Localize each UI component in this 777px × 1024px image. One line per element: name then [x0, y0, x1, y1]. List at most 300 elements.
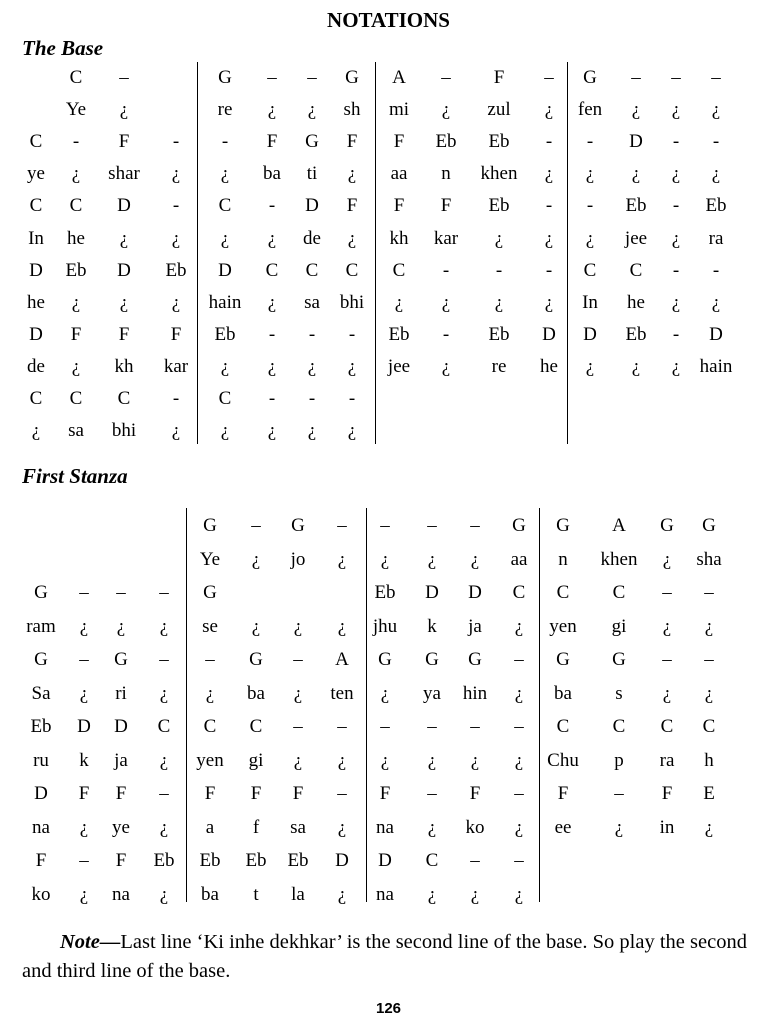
notation-cell: – — [671, 67, 681, 88]
notation-cell: C — [425, 850, 439, 871]
note-paragraph — [22, 928, 762, 986]
notation-cell: D — [583, 323, 597, 345]
notation-cell: – — [711, 67, 721, 88]
notation-cell: D — [542, 323, 556, 345]
notation-cell: Eb — [199, 850, 221, 871]
notation-cell: ¿ — [337, 816, 347, 838]
notation-cell: ¿ — [293, 615, 303, 637]
notation-cell: ¿ — [171, 227, 181, 249]
notation-cell: F — [266, 131, 278, 153]
notation-cell: ¿ — [220, 227, 230, 249]
notation-cell: f — [252, 816, 260, 838]
notation-cell: ra — [708, 227, 724, 249]
notation-cell: ¿ — [293, 682, 303, 704]
notation-cell: Eb — [435, 131, 457, 153]
notation-cell: ¿ — [544, 291, 554, 313]
notation-cell: Eb — [488, 195, 510, 217]
notation-cell: ¿ — [159, 749, 169, 771]
notation-cell: G — [660, 515, 674, 536]
notation-cell: G — [203, 582, 217, 603]
notation-cell: C — [249, 716, 263, 737]
notation-cell: aa — [390, 163, 408, 185]
notation-cell: ¿ — [337, 548, 347, 570]
notation-cell: – — [159, 783, 169, 804]
notation-cell: – — [293, 649, 303, 670]
section-heading-first-stanza: First Stanza — [22, 464, 128, 488]
notation-cell: F — [440, 195, 452, 217]
notation-cell: sa — [68, 420, 84, 442]
notation-cell: A — [612, 515, 626, 536]
notation-cell: ¿ — [119, 99, 129, 121]
notation-cell: ¿ — [293, 749, 303, 771]
notation-cell: ¿ — [79, 816, 89, 838]
notation-cell: ¿ — [704, 615, 714, 637]
notation-cell: ¿ — [544, 99, 554, 121]
notation-cell: a — [205, 816, 215, 838]
notation-cell: jee — [387, 355, 411, 377]
notation-cell: ¿ — [251, 548, 261, 570]
notation-cell: - — [672, 195, 680, 217]
notation-cell: sh — [343, 99, 361, 121]
notation-cell: D — [117, 195, 131, 217]
notation-cell: ja — [114, 749, 128, 771]
notation-cell: D — [218, 259, 232, 281]
notation-cell: – — [514, 649, 524, 670]
notation-cell: – — [267, 67, 277, 88]
notation-cell: A — [335, 649, 349, 670]
notation-cell: – — [514, 716, 524, 737]
notation-cell: C — [556, 716, 570, 737]
notation-cell: D — [77, 716, 91, 737]
notation-cell: – — [441, 67, 451, 88]
notation-cell: ¿ — [220, 355, 230, 377]
notation-cell: – — [380, 716, 390, 737]
notation-cell: G — [249, 649, 263, 670]
notation-cell: - — [172, 131, 180, 153]
notation-cell: sa — [290, 816, 306, 838]
notation-cell: ¿ — [267, 99, 277, 121]
notation-cell: E — [703, 783, 715, 804]
notation-cell: – — [614, 783, 624, 804]
notation-cell: - — [172, 195, 180, 217]
notation-cell: he — [627, 291, 645, 313]
notation-cell: ¿ — [671, 163, 681, 185]
notation-cell: re — [217, 99, 233, 121]
notation-cell: ¿ — [711, 291, 721, 313]
notation-cell: G — [218, 67, 232, 88]
notation-cell: F — [393, 195, 405, 217]
notation-cell: gi — [611, 615, 627, 637]
notation-cell: F — [118, 323, 130, 345]
notation-cell: A — [392, 67, 406, 88]
notation-cell: ¿ — [347, 420, 357, 442]
notation-cell: – — [337, 515, 347, 536]
notation-cell: D — [425, 582, 439, 603]
notation-cell: jo — [290, 548, 306, 570]
notation-cell: - — [672, 131, 680, 153]
notation-cell: na — [376, 883, 394, 905]
notation-cell: ¿ — [470, 883, 480, 905]
notation-cell: G — [556, 649, 570, 670]
notation-cell: k — [427, 615, 437, 637]
notation-cell: – — [470, 716, 480, 737]
notation-cell: C — [512, 582, 526, 603]
notation-cell: n — [441, 163, 451, 185]
notation-cell: C — [29, 195, 43, 217]
notation-cell: ¿ — [71, 291, 81, 313]
bar-line — [366, 508, 367, 902]
notation-cell: Ye — [199, 548, 221, 570]
notation-cell: C — [629, 259, 643, 281]
notation-cell: ¿ — [585, 163, 595, 185]
notation-cell: - — [586, 195, 594, 217]
notation-cell: G — [583, 67, 597, 88]
notation-cell: ru — [33, 749, 49, 771]
notation-cell: ¿ — [514, 816, 524, 838]
notation-cell: - — [545, 195, 553, 217]
notation-cell: D — [468, 582, 482, 603]
notation-cell: C — [69, 388, 83, 409]
notation-cell: F — [557, 783, 569, 804]
notation-cell: ¿ — [171, 420, 181, 442]
notation-cell: Eb — [488, 131, 510, 153]
notation-cell: - — [712, 131, 720, 153]
notation-cell: Eb — [30, 716, 52, 737]
section-heading-base: The Base — [22, 36, 104, 60]
notation-cell: C — [392, 259, 406, 281]
notation-cell: he — [67, 227, 85, 249]
notation-cell: ¿ — [337, 749, 347, 771]
notation-cell: G — [512, 515, 526, 536]
notation-cell: – — [631, 67, 641, 88]
notation-cell: ¿ — [380, 548, 390, 570]
notation-cell: F — [493, 67, 505, 88]
notation-cell: ¿ — [347, 227, 357, 249]
notation-cell: ram — [26, 615, 56, 637]
notation-cell: ¿ — [614, 816, 624, 838]
notation-cell: - — [495, 259, 503, 281]
notation-cell: ¿ — [631, 99, 641, 121]
notation-cell: - — [221, 131, 229, 153]
notation-cell: F — [170, 323, 182, 345]
notation-cell: gi — [248, 749, 264, 771]
notation-cell: Eb — [488, 323, 510, 345]
notation-cell: F — [292, 783, 304, 804]
notation-cell: ¿ — [159, 615, 169, 637]
notation-cell: ¿ — [337, 615, 347, 637]
notation-cell: ¿ — [494, 227, 504, 249]
notation-cell: G — [702, 515, 716, 536]
notation-cell: D — [629, 131, 643, 153]
note-text: Last line ‘Ki inhe dekhkar’ is the second line of the base. So play the second and third line of the base. — [22, 931, 747, 982]
notation-cell: he — [540, 355, 558, 377]
notation-cell: ¿ — [427, 749, 437, 771]
notation-cell: F — [661, 783, 673, 804]
notation-cell: de — [27, 355, 45, 377]
bar-line — [539, 508, 540, 902]
notation-cell: G — [468, 649, 482, 670]
notation-cell: ten — [330, 682, 354, 704]
notation-cell: ¿ — [544, 227, 554, 249]
notation-cell: ¿ — [662, 548, 672, 570]
notation-cell: – — [704, 582, 714, 603]
notation-cell: - — [308, 323, 316, 345]
notation-cell: se — [202, 615, 218, 637]
notation-cell: ¿ — [159, 816, 169, 838]
notation-cell: he — [27, 291, 45, 313]
notation-cell: - — [586, 131, 594, 153]
notation-cell: C — [702, 716, 716, 737]
notation-cell: C — [203, 716, 217, 737]
page-number: 126 — [375, 1000, 402, 1017]
notation-cell: Eb — [705, 195, 727, 217]
notation-cell: ¿ — [220, 420, 230, 442]
notation-cell: D — [305, 195, 319, 217]
notation-cell: ¿ — [119, 227, 129, 249]
notation-cell: ¿ — [71, 355, 81, 377]
notation-cell: - — [268, 195, 276, 217]
notation-cell: – — [159, 649, 169, 670]
notation-cell: Eb — [245, 850, 267, 871]
notation-cell: ¿ — [347, 355, 357, 377]
notation-cell: yen — [196, 749, 224, 771]
notation-cell: na — [112, 883, 130, 905]
notation-cell: G — [612, 649, 626, 670]
notation-cell: s — [615, 682, 623, 704]
notation-cell: - — [348, 323, 356, 345]
notation-cell: D — [29, 323, 43, 345]
notation-cell: ¿ — [380, 682, 390, 704]
notation-cell: ¿ — [347, 163, 357, 185]
notation-cell: khen — [600, 548, 638, 570]
notation-cell: – — [337, 716, 347, 737]
notation-cell: G — [305, 131, 319, 153]
notation-cell: - — [72, 131, 80, 153]
notation-cell: C — [157, 716, 171, 737]
notation-cell: ¿ — [514, 682, 524, 704]
notation-cell: ¿ — [267, 420, 277, 442]
note-label: Note— — [60, 931, 121, 953]
notation-cell: ye — [112, 816, 130, 838]
notation-cell: ¿ — [171, 163, 181, 185]
notation-cell: - — [308, 388, 316, 409]
notation-cell: F — [70, 323, 82, 345]
notation-cell: – — [427, 515, 437, 536]
notation-cell: In — [28, 227, 44, 249]
notation-cell: - — [545, 131, 553, 153]
notation-cell: ba — [247, 682, 265, 704]
notation-cell: fen — [577, 99, 603, 121]
notation-cell: zul — [487, 99, 511, 121]
notation-cell: – — [427, 716, 437, 737]
notation-cell: ¿ — [267, 355, 277, 377]
notation-cell: – — [380, 515, 390, 536]
notation-cell: ko — [465, 816, 485, 838]
notation-cell: mi — [388, 99, 410, 121]
notation-cell: ¿ — [662, 615, 672, 637]
notation-cell: F — [204, 783, 216, 804]
notation-cell: C — [69, 195, 83, 217]
notation-cell: ¿ — [514, 749, 524, 771]
notation-cell: F — [78, 783, 90, 804]
notation-cell: bhi — [339, 291, 365, 313]
notation-cell: Eb — [165, 259, 187, 281]
notation-cell: hain — [699, 355, 733, 377]
notation-cell: F — [346, 195, 358, 217]
notation-cell: C — [29, 388, 43, 409]
notation-cell: shar — [108, 163, 140, 185]
notation-cell: G — [203, 515, 217, 536]
notation-cell: - — [442, 323, 450, 345]
notation-cell: ¿ — [631, 163, 641, 185]
notation-cell: – — [79, 649, 89, 670]
notation-cell: kh — [114, 355, 134, 377]
notation-cell: F — [250, 783, 262, 804]
notation-cell: na — [376, 816, 394, 838]
notation-cell: – — [470, 850, 480, 871]
notation-cell: D — [114, 716, 128, 737]
notation-cell: C — [265, 259, 279, 281]
notation-cell: G — [291, 515, 305, 536]
notation-cell: – — [205, 649, 215, 670]
notation-cell: – — [79, 850, 89, 871]
notation-cell: – — [79, 582, 89, 603]
notation-cell: ¿ — [470, 749, 480, 771]
notation-cell: Eb — [153, 850, 175, 871]
notation-cell: de — [303, 227, 321, 249]
notation-cell: C — [556, 582, 570, 603]
notation-cell: ee — [554, 816, 572, 838]
notation-cell: – — [544, 67, 554, 88]
notation-cell: khen — [480, 163, 518, 185]
notation-cell: ¿ — [494, 291, 504, 313]
notation-cell: hin — [462, 682, 488, 704]
notation-cell: G — [114, 649, 128, 670]
notation-cell: – — [514, 783, 524, 804]
notation-cell: C — [29, 131, 43, 153]
notation-cell: yen — [549, 615, 577, 637]
notation-cell: kh — [389, 227, 409, 249]
notation-cell: k — [79, 749, 89, 771]
notation-cell: C — [583, 259, 597, 281]
notation-cell: ¿ — [427, 816, 437, 838]
notation-cell: ¿ — [205, 682, 215, 704]
notation-cell: Sa — [31, 682, 51, 704]
notation-cell: - — [172, 388, 180, 409]
notation-cell: - — [672, 323, 680, 345]
notation-cell: C — [218, 388, 232, 409]
notation-cell: C — [218, 195, 232, 217]
notation-cell: ti — [306, 163, 318, 185]
notation-cell: In — [582, 291, 598, 313]
notation-cell: – — [116, 582, 126, 603]
notation-cell: D — [709, 323, 723, 345]
notation-cell: ¿ — [267, 227, 277, 249]
notation-cell: F — [346, 131, 358, 153]
notation-cell: aa — [510, 548, 528, 570]
notation-cell: Eb — [65, 259, 87, 281]
notation-cell: ¿ — [79, 615, 89, 637]
notation-cell: - — [545, 259, 553, 281]
notation-cell: ¿ — [307, 99, 317, 121]
notation-cell: - — [348, 388, 356, 409]
notation-cell: ¿ — [380, 749, 390, 771]
notation-cell: sha — [696, 548, 722, 570]
notation-cell: ¿ — [631, 355, 641, 377]
notation-cell: ¿ — [441, 291, 451, 313]
notation-cell: – — [307, 67, 317, 88]
notation-cell: ra — [659, 749, 675, 771]
notation-cell: – — [159, 582, 169, 603]
notation-cell: ¿ — [711, 99, 721, 121]
notation-cell: D — [117, 259, 131, 281]
notation-cell: C — [612, 716, 626, 737]
notation-cell: F — [115, 850, 127, 871]
notation-cell: ¿ — [31, 420, 41, 442]
notation-cell: ¿ — [671, 99, 681, 121]
notation-cell: ¿ — [337, 883, 347, 905]
notation-cell: t — [253, 883, 259, 905]
notation-cell: kar — [163, 355, 189, 377]
notation-cell: ja — [468, 615, 482, 637]
notation-cell: ¿ — [441, 355, 451, 377]
notation-cell: – — [470, 515, 480, 536]
notation-cell: ¿ — [514, 615, 524, 637]
notation-cell: ko — [31, 883, 51, 905]
notation-cell: – — [662, 582, 672, 603]
notation-cell: jee — [624, 227, 648, 249]
notation-cell: G — [34, 649, 48, 670]
notation-cell: p — [614, 749, 624, 771]
notation-cell: n — [558, 548, 568, 570]
notation-cell: ¿ — [514, 883, 524, 905]
notation-cell: G — [425, 649, 439, 670]
notation-cell: bhi — [111, 420, 137, 442]
notation-cell: C — [117, 388, 131, 409]
notation-cell: Eb — [374, 582, 396, 603]
notation-cell: ¿ — [159, 682, 169, 704]
page-title: NOTATIONS — [327, 8, 450, 32]
notation-cell: ¿ — [171, 291, 181, 313]
notation-cell: D — [29, 259, 43, 281]
notation-cell: in — [659, 816, 675, 838]
notation-cell: re — [491, 355, 507, 377]
notation-cell: ¿ — [116, 615, 126, 637]
notation-cell: – — [251, 515, 261, 536]
notation-cell: – — [293, 716, 303, 737]
notation-cell: - — [268, 388, 276, 409]
notation-cell: F — [393, 131, 405, 153]
notation-cell: ¿ — [159, 883, 169, 905]
notation-cell: ¿ — [544, 163, 554, 185]
notation-cell: ¿ — [671, 355, 681, 377]
notation-cell: F — [115, 783, 127, 804]
notation-cell: Eb — [287, 850, 309, 871]
notation-cell: G — [34, 582, 48, 603]
notation-cell: na — [32, 816, 50, 838]
notation-cell: ¿ — [671, 291, 681, 313]
notation-cell: ¿ — [427, 548, 437, 570]
notation-cell: - — [442, 259, 450, 281]
notation-cell: - — [672, 259, 680, 281]
notation-cell: Eb — [388, 323, 410, 345]
notation-cell: ¿ — [671, 227, 681, 249]
notation-cell: kar — [433, 227, 459, 249]
notation-cell: ¿ — [711, 163, 721, 185]
notation-cell: ¿ — [585, 355, 595, 377]
notation-cell: ba — [201, 883, 219, 905]
notation-cell: h — [704, 749, 714, 771]
